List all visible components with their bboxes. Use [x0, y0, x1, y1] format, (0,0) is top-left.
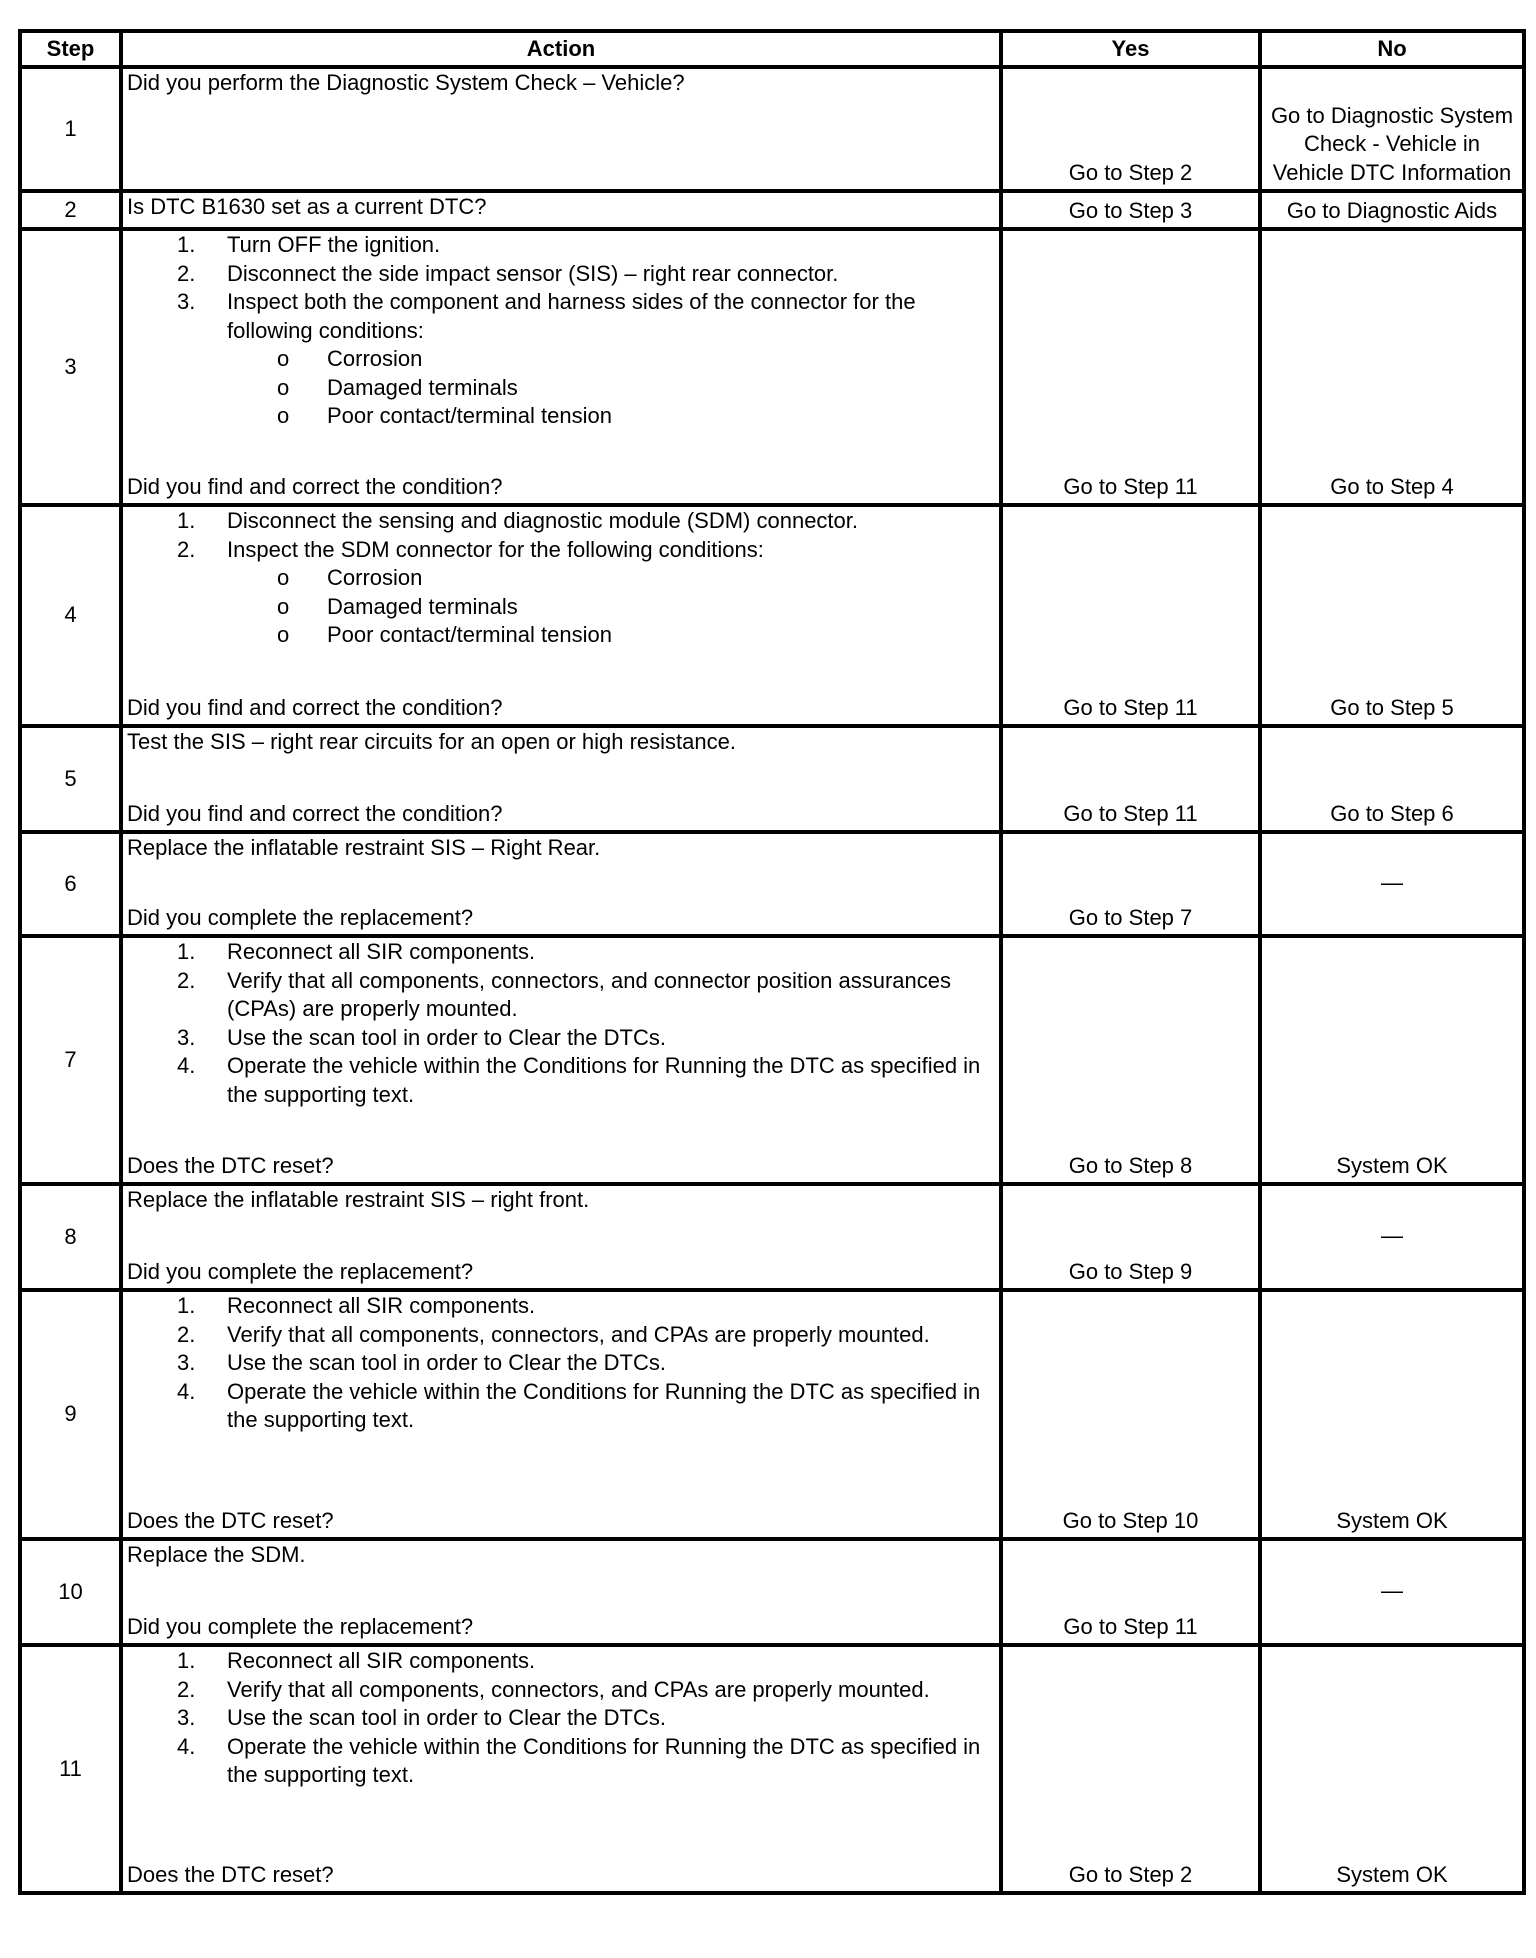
action-question: Did you find and correct the condition?: [127, 800, 503, 826]
step-number: 3: [20, 229, 121, 505]
action-step-text: Operate the vehicle within the Conditions for Running the DTC as specified in the supporting text.: [227, 1733, 981, 1787]
condition-item: [127, 374, 995, 403]
step-number: 7: [20, 936, 121, 1184]
action-step-text: Disconnect the side impact sensor (SIS) – right rear connector.: [227, 260, 839, 286]
step-number: 5: [20, 726, 121, 832]
action-step-text: Verify that all components, connectors, and connector position assurances (CPAs) are properly mounted.: [227, 967, 951, 1021]
action-step-number: 4.: [177, 1053, 196, 1078]
action-step-text: Reconnect all SIR components.: [227, 939, 536, 964]
action-step: [127, 1052, 995, 1109]
action-text: Replace the SDM.: [127, 1542, 306, 1567]
action-step-number: 2.: [177, 1676, 196, 1702]
header-action: Action: [121, 31, 1001, 67]
action-step-text: Inspect both the component and harness sides of the connector for the following conditions:: [227, 289, 916, 343]
condition-text: Damaged terminals: [327, 593, 518, 619]
table-row: [20, 1184, 1524, 1290]
action-step-number: 1.: [177, 232, 196, 257]
action-step-number: 1.: [177, 1648, 196, 1673]
condition-item: [127, 593, 995, 622]
condition-text: Damaged terminals: [327, 374, 518, 400]
action-step-number: 1.: [177, 939, 196, 964]
yes-result: Go to Step 3: [1001, 191, 1260, 229]
action-step-text: Reconnect all SIR components.: [227, 1648, 536, 1673]
no-result: —: [1260, 1184, 1524, 1290]
action-step-text: Verify that all components, connectors, and CPAs are properly mounted.: [227, 1321, 930, 1347]
action-step-text: Operate the vehicle within the Conditions for Running the DTC as specified in the supporting text.: [227, 1053, 981, 1107]
action-question: Does the DTC reset?: [127, 1152, 334, 1178]
action-step-number: 1.: [177, 1293, 196, 1318]
table-row: [20, 505, 1524, 726]
action-step: [127, 1647, 995, 1676]
table-row: [20, 1645, 1524, 1893]
condition-item: [127, 564, 995, 593]
action-step: [127, 231, 995, 260]
table-row: [20, 191, 1524, 229]
action-step: [127, 536, 995, 565]
table-row: [20, 1290, 1524, 1539]
no-result: System OK: [1260, 1645, 1524, 1893]
action-cell: [121, 936, 1001, 1184]
action-cell: [121, 832, 1001, 936]
action-step-number: 2.: [177, 260, 196, 286]
header-step: Step: [20, 31, 121, 67]
action-question: Did you find and correct the condition?: [127, 473, 503, 499]
action-steps-list: [127, 1647, 995, 1790]
yes-result: Go to Step 2: [1001, 1645, 1260, 1893]
bullet-icon: o: [277, 403, 290, 428]
no-result: Go to Step 6: [1260, 726, 1524, 832]
action-step-number: 2.: [177, 967, 196, 993]
action-step-number: 3.: [177, 1024, 196, 1050]
action-step: [127, 938, 995, 967]
bullet-icon: o: [277, 565, 290, 590]
action-step: [127, 1704, 995, 1733]
no-result: System OK: [1260, 936, 1524, 1184]
yes-result: Go to Step 7: [1001, 832, 1260, 936]
table-row: [20, 832, 1524, 936]
action-text: Replace the inflatable restraint SIS – right front.: [127, 1187, 590, 1212]
no-result: Go to Diagnostic Aids: [1260, 191, 1524, 229]
action-step-text: Use the scan tool in order to Clear the DTCs.: [227, 1350, 666, 1375]
header-yes: Yes: [1001, 31, 1260, 67]
action-step: [127, 507, 995, 536]
bullet-icon: o: [277, 622, 290, 647]
action-text: Did you perform the Diagnostic System Check – Vehicle?: [127, 70, 685, 95]
no-result: Go to Step 5: [1260, 505, 1524, 726]
action-step-text: Verify that all components, connectors, and CPAs are properly mounted.: [227, 1676, 930, 1702]
action-step: [127, 1349, 995, 1378]
no-result: —: [1260, 832, 1524, 936]
action-text: Replace the inflatable restraint SIS – Right Rear.: [127, 835, 601, 860]
action-cell: [121, 1539, 1001, 1645]
step-number: 10: [20, 1539, 121, 1645]
condition-text: Poor contact/terminal tension: [327, 622, 612, 647]
yes-result: Go to Step 11: [1001, 1539, 1260, 1645]
action-question: Did you find and correct the condition?: [127, 694, 503, 720]
action-text: Is DTC B1630 set as a current DTC?: [127, 194, 487, 219]
action-question: Does the DTC reset?: [127, 1861, 334, 1887]
no-result: —: [1260, 1539, 1524, 1645]
yes-result: Go to Step 11: [1001, 229, 1260, 505]
action-step-number: 4.: [177, 1733, 196, 1759]
action-step-text: Turn OFF the ignition.: [227, 232, 441, 257]
yes-result: Go to Step 9: [1001, 1184, 1260, 1290]
action-step-number: 2.: [177, 536, 196, 562]
yes-result: Go to Step 2: [1001, 67, 1260, 191]
yes-result: Go to Step 11: [1001, 726, 1260, 832]
action-step: [127, 1378, 995, 1435]
action-cell: [121, 67, 1001, 191]
table-row: [20, 67, 1524, 191]
action-step: [127, 1321, 995, 1350]
bullet-icon: o: [277, 593, 290, 619]
action-question: Did you complete the replacement?: [127, 904, 474, 930]
bullet-icon: o: [277, 346, 290, 371]
table-row: [20, 726, 1524, 832]
action-step-text: Use the scan tool in order to Clear the DTCs.: [227, 1024, 666, 1050]
action-step: [127, 1733, 995, 1790]
action-question: Did you complete the replacement?: [127, 1258, 474, 1284]
action-cell: [121, 1645, 1001, 1893]
header-no: No: [1260, 31, 1524, 67]
action-step-number: 2.: [177, 1321, 196, 1347]
action-step: [127, 967, 995, 1024]
table-row: [20, 1539, 1524, 1645]
diagnostic-table: [18, 29, 1526, 1895]
table-row: [20, 229, 1524, 505]
action-step-text: Inspect the SDM connector for the following conditions:: [227, 536, 764, 562]
bullet-icon: o: [277, 374, 290, 400]
step-number: 6: [20, 832, 121, 936]
step-number: 9: [20, 1290, 121, 1539]
action-cell: [121, 229, 1001, 505]
action-step-text: Disconnect the sensing and diagnostic module (SDM) connector.: [227, 508, 859, 533]
action-steps-list: [127, 507, 995, 650]
action-step-number: 3.: [177, 289, 196, 314]
action-step-text: Reconnect all SIR components.: [227, 1293, 536, 1318]
step-number: 4: [20, 505, 121, 726]
condition-item: [127, 402, 995, 431]
action-step-text: Operate the vehicle within the Conditions for Running the DTC as specified in the supporting text.: [227, 1378, 981, 1432]
action-question: Did you complete the replacement?: [127, 1613, 474, 1639]
action-step-text: Use the scan tool in order to Clear the DTCs.: [227, 1705, 666, 1730]
condition-text: Corrosion: [327, 565, 423, 590]
step-number: 2: [20, 191, 121, 229]
action-cell: [121, 1184, 1001, 1290]
no-result: Go to Step 4: [1260, 229, 1524, 505]
step-number: 8: [20, 1184, 121, 1290]
no-result: System OK: [1260, 1290, 1524, 1539]
action-steps-list: [127, 231, 995, 431]
yes-result: Go to Step 8: [1001, 936, 1260, 1184]
condition-text: Poor contact/terminal tension: [327, 403, 612, 428]
action-cell: [121, 726, 1001, 832]
action-step-number: 4.: [177, 1378, 196, 1404]
table-row: [20, 936, 1524, 1184]
action-step-number: 1.: [177, 508, 196, 533]
step-number: 11: [20, 1645, 121, 1893]
step-number: 1: [20, 67, 121, 191]
condition-item: [127, 621, 995, 650]
action-text: Test the SIS – right rear circuits for an open or high resistance.: [127, 729, 736, 754]
action-step: [127, 1676, 995, 1705]
header-row: [20, 31, 1524, 67]
yes-result: Go to Step 11: [1001, 505, 1260, 726]
yes-result: Go to Step 10: [1001, 1290, 1260, 1539]
condition-item: [127, 345, 995, 374]
action-step: [127, 1292, 995, 1321]
condition-text: Corrosion: [327, 346, 423, 371]
action-cell: [121, 505, 1001, 726]
action-step-number: 3.: [177, 1350, 196, 1375]
action-question: Does the DTC reset?: [127, 1507, 334, 1533]
action-step-number: 3.: [177, 1705, 196, 1730]
action-steps-list: [127, 938, 995, 1109]
action-cell: [121, 1290, 1001, 1539]
action-step: [127, 288, 995, 345]
no-result: Go to Diagnostic System Check - Vehicle in Vehicle DTC Information: [1260, 67, 1524, 191]
action-step: [127, 260, 995, 289]
action-cell: [121, 191, 1001, 229]
action-step: [127, 1024, 995, 1053]
action-steps-list: [127, 1292, 995, 1435]
